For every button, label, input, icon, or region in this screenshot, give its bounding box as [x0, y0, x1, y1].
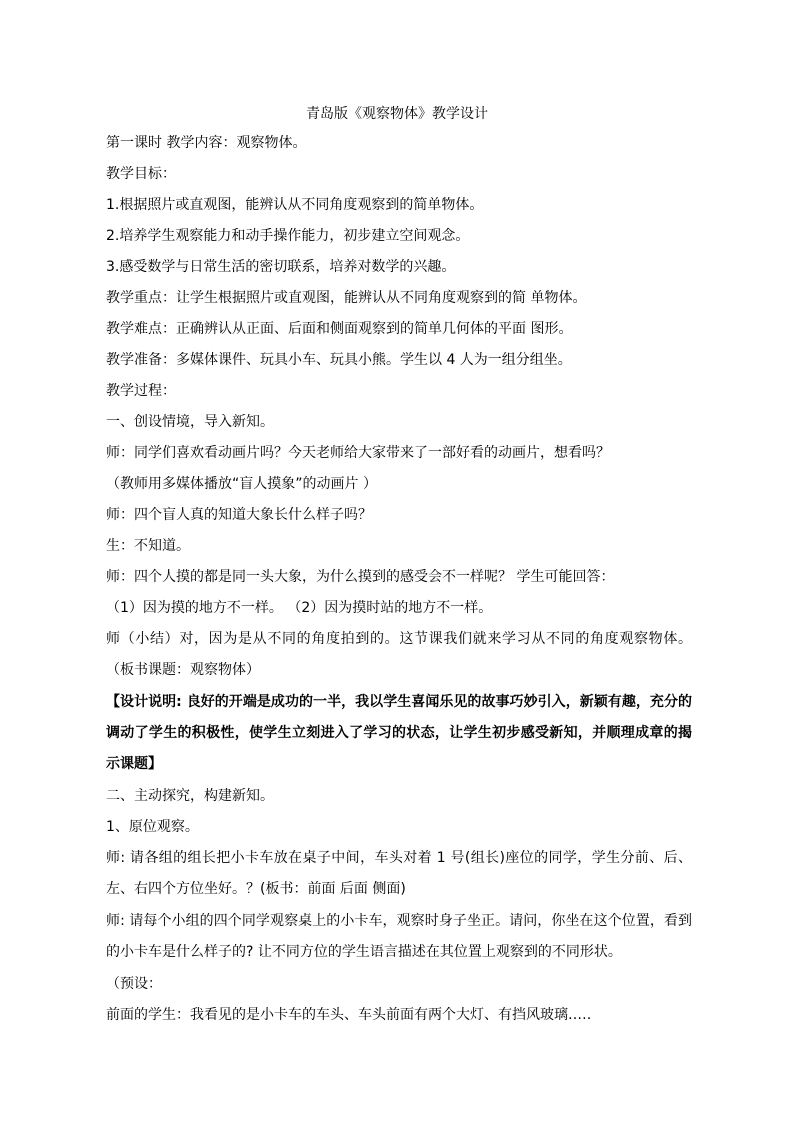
paragraph-key-points: 教学重点：让学生根据照片或直观图，能辨认从不同角度观察到的简 单物体。 [106, 290, 587, 306]
paragraph-student-1: 生：不知道。 [106, 538, 190, 554]
paragraph-in-place-observation: 1、原位观察。 [106, 819, 199, 835]
paragraph-objectives-heading: 教学目标： [106, 166, 176, 182]
paragraph-objective-1: 1.根据照片或直观图，能辨认从不同角度观察到的简单物体。 [106, 197, 484, 213]
paragraph-preset: （预设： [106, 976, 162, 992]
paragraph-teacher-2: 师：四个盲人真的知道大象长什么样子吗？ [106, 507, 372, 523]
paragraph-process-heading: 教学过程： [106, 383, 176, 399]
paragraph-front-student: 前面的学生：我看见的是小卡车的车头、车头前面有两个大灯、有挡风玻璃…‥ [106, 1007, 592, 1023]
paragraph-summary: 师（小结）对，因为是从不同的角度拍到的。这节课我们就来学习从不同的角度观察物体。 （板书课题：观察物体） [106, 631, 692, 678]
paragraph-teacher-4: 师: 请各组的组长把小卡车放在桌子中间，车头对着 1 号(组长)座位的同学，学生分前、后、左、右四个方位坐好。？(板书：前面 后面 侧面) [106, 850, 692, 897]
paragraph-answers: （1）因为摸的地方不一样。 （2）因为摸时站的地方不一样。 [106, 600, 493, 616]
paragraph-play-video: （教师用多媒体播放“盲人摸象”的动画片 ） [106, 476, 377, 492]
document-body [106, 133, 692, 1036]
paragraph-objective-3: 3.感受数学与日常生活的密切联系，培养对数学的兴趣。 [106, 259, 456, 275]
paragraph-teacher-1: 师：同学们喜欢看动画片吗？今天老师给大家带来了一部好看的动画片，想看吗？ [106, 445, 610, 461]
paragraph-design-note: 【设计说明: 良好的开端是成功的一半，我以学生喜闻乐见的故事巧妙引入，新颖有趣，充分的调动了学生的积极性，使学生立刻进入了学习的状态，让学生初步感受新知，并顺理成章的揭示课题】 [106, 694, 692, 772]
document-title: 青岛版《观察物体》教学设计 [306, 106, 488, 122]
paragraph-teacher-3: 师：四个人摸的都是同一头大象，为什么摸到的感受会不一样呢？ 学生可能回答： [106, 569, 615, 585]
paragraph-objective-2: 2.培养学生观察能力和动手操作能力，初步建立空间观念。 [106, 228, 470, 244]
paragraph-section-2: 二、主动探究，构建新知。 [106, 788, 274, 804]
paragraph-difficulties: 教学难点：正确辨认从正面、后面和侧面观察到的简单几何体的平面 图形。 [106, 321, 573, 337]
paragraph-lesson-content: 第一课时 教学内容：观察物体。 [106, 135, 307, 151]
paragraph-section-1: 一、创设情境，导入新知。 [106, 414, 274, 430]
paragraph-preparation: 教学准备：多媒体课件、玩具小车、玩具小熊。学生以 4 人为一组分组坐。 [106, 352, 572, 368]
paragraph-teacher-5: 师: 请每个小组的四个同学观察桌上的小卡车，观察时身子坐正。请问，你坐在这个位置，看到的小卡车是什么样子的? 让不同方位的学生语言描述在其位置上观察到的不同形状。 [106, 913, 692, 960]
